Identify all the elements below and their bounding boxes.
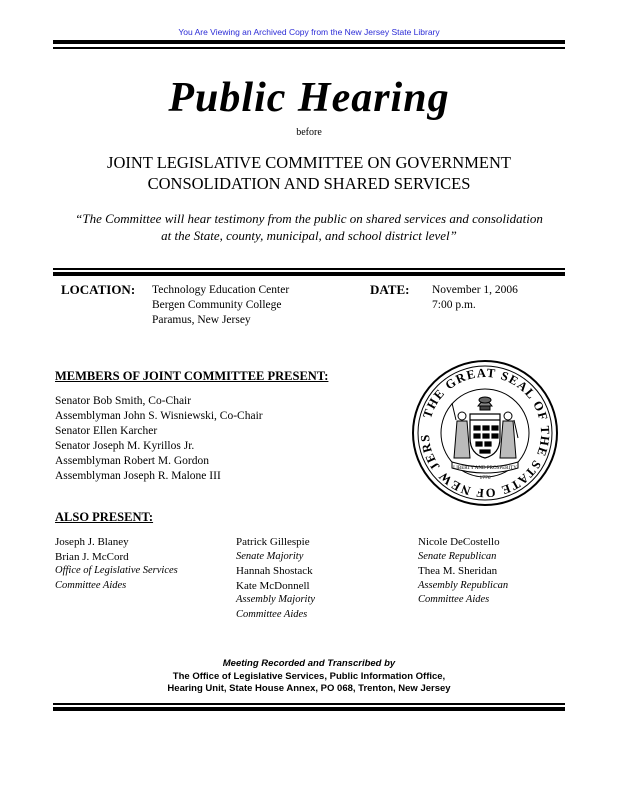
credit-line-1: The Office of Legislative Services, Public Information Office, — [172, 670, 446, 682]
aide-name: Joseph J. Blaney — [55, 536, 129, 548]
member-name: Senator Bob Smith, Co-Chair — [55, 395, 192, 407]
aide-affiliation: Senate Majority — [236, 550, 304, 562]
aide-role: Committee Aides — [55, 579, 127, 591]
aide-office: Office of Legislative Services — [55, 565, 178, 576]
aide-name: Thea M. Sheridan — [418, 565, 498, 577]
credit-heading: Meeting Recorded and Transcribed by — [222, 658, 396, 669]
aide-name: Brian J. McCord — [55, 550, 129, 563]
date-details — [432, 283, 518, 313]
aide-affiliation: Senate Republican — [418, 550, 497, 562]
aide-name: Nicole DeCostello — [418, 536, 500, 548]
seal-motto: LIBERTY AND PROSPERITY — [453, 466, 517, 471]
subtitle-before: before — [296, 127, 322, 138]
members-list — [55, 394, 263, 484]
member-name: Assemblyman Joseph R. Malone III — [55, 470, 221, 482]
aide-name: Hannah Shostack — [236, 565, 313, 577]
archive-banner: You Are Viewing an Archived Copy from the New Jersey State Library — [178, 27, 440, 37]
aide-role: Committee Aides — [236, 608, 308, 620]
committee-line-2: CONSOLIDATION AND SHARED SERVICES — [147, 174, 471, 193]
aide-name: Patrick Gillespie — [236, 536, 310, 548]
aide-affiliation: Assembly Republican — [418, 579, 509, 591]
bottom-rule-thick — [53, 707, 565, 711]
member-name: Senator Joseph M. Kyrillos Jr. — [55, 440, 195, 452]
date-line: November 1, 2006 — [432, 284, 518, 296]
aide-role: Committee Aides — [418, 594, 490, 605]
aide-affiliation: Assembly Majority — [236, 594, 316, 605]
top-rule-thin — [53, 47, 565, 49]
location-line: Technology Education Center — [152, 284, 290, 296]
credit-line-2: Hearing Unit, State House Annex, PO 068, Trenton, New Jersey — [167, 683, 451, 694]
location-line: Bergen Community College — [152, 299, 282, 311]
seal-year: 1776 — [479, 475, 491, 481]
page-title: Public Hearing — [168, 75, 450, 121]
location-label: LOCATION: — [61, 282, 136, 297]
quote-line-2: at the State, county, municipal, and school district level” — [161, 228, 457, 243]
time-line: 7:00 p.m. — [432, 299, 476, 311]
aides-column-3 — [418, 535, 508, 608]
transcription-credit — [0, 658, 618, 696]
bottom-rule-thin — [53, 703, 565, 705]
members-heading: MEMBERS OF JOINT COMMITTEE PRESENT: — [55, 369, 329, 383]
member-name: Assemblyman John S. Wisniewski, Co-Chair — [55, 410, 263, 422]
hearing-purpose-quote — [60, 210, 558, 244]
aides-column-2 — [236, 535, 315, 622]
date-label: DATE: — [370, 282, 410, 297]
aides-column-1 — [55, 535, 178, 593]
top-rule-thick — [53, 40, 565, 44]
state-seal-icon — [410, 358, 560, 508]
aide-name: Kate McDonnell — [236, 579, 310, 592]
member-name: Senator Ellen Karcher — [55, 425, 158, 437]
committee-line-1: JOINT LEGISLATIVE COMMITTEE ON GOVERNMENT — [107, 153, 511, 172]
also-present-heading: ALSO PRESENT: — [55, 510, 154, 524]
member-name: Assemblyman Robert M. Gordon — [55, 455, 209, 467]
location-line: Paramus, New Jersey — [152, 314, 251, 326]
location-details — [152, 283, 289, 328]
state-seal — [410, 358, 560, 508]
mid-rule-thin — [53, 268, 565, 270]
committee-name — [0, 152, 618, 194]
seal-ring-text: THE GREAT SEAL OF THE STATE OF NEW JERS — [417, 365, 553, 501]
quote-line-1: “The Committee will hear testimony from the public on shared services and consolidation — [75, 211, 543, 226]
mid-rule-thick — [53, 272, 565, 276]
